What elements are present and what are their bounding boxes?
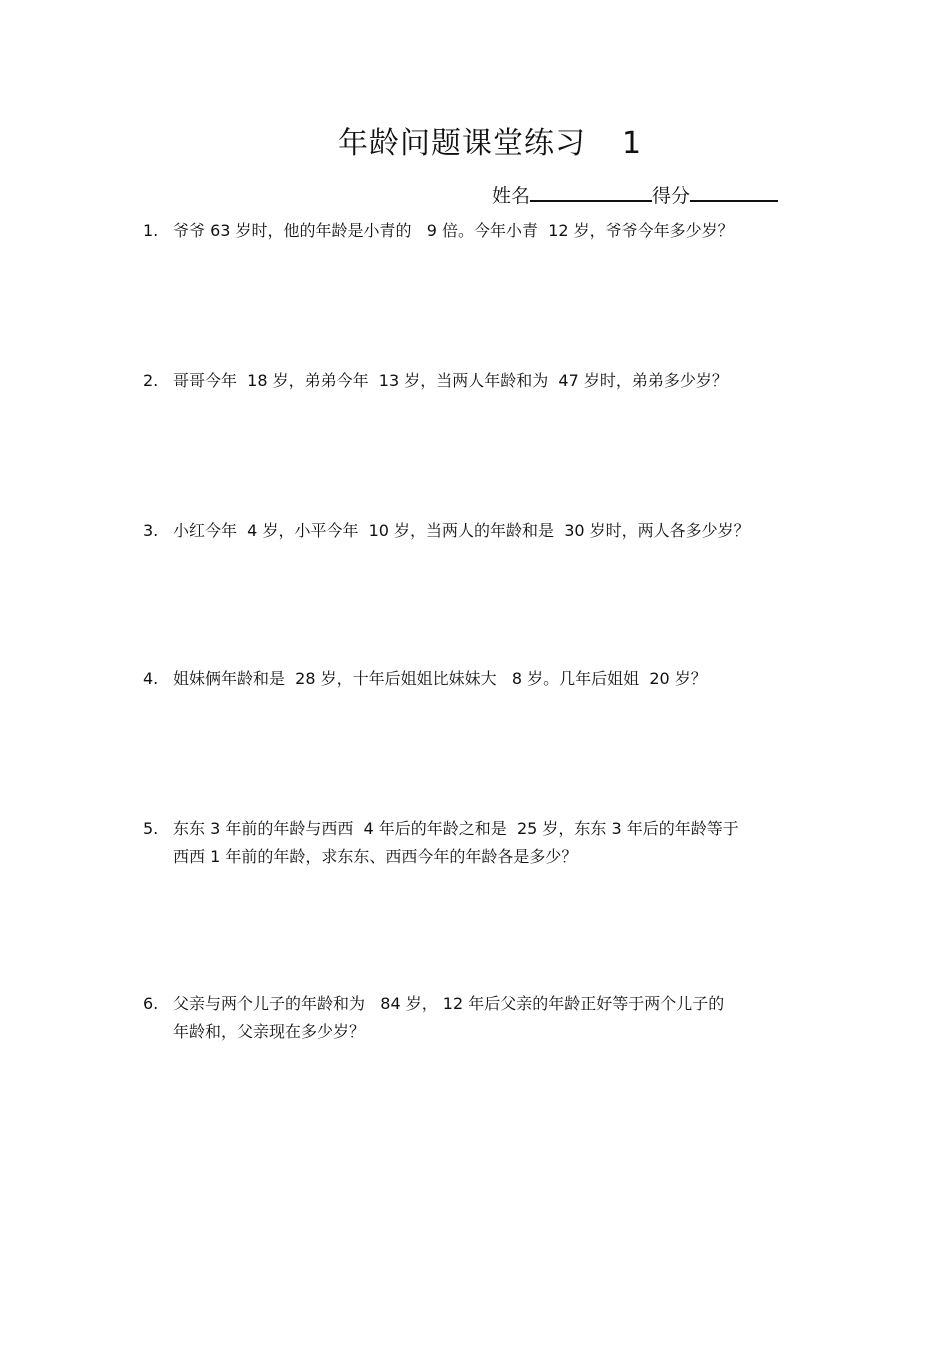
- student-info-line: [492, 180, 778, 210]
- question-text: 小红今年 4 岁，小平今年 10 岁，当两人的年龄和是 30 岁时，两人各多少岁？: [173, 521, 750, 540]
- question-text: 哥哥今年 18 岁，弟弟今年 13 岁，当两人年龄和为 47 岁时，弟弟多少岁？: [173, 371, 728, 390]
- question-number: 1.: [143, 221, 159, 240]
- question-number: 6.: [143, 994, 159, 1013]
- question-number: 4.: [143, 669, 159, 688]
- question-text: 姐妹俩年龄和是 28 岁，十年后姐姐比妹妹大 8 岁。几年后姐姐 20 岁？: [173, 669, 707, 688]
- question-number: 2.: [143, 371, 159, 390]
- question-4: [143, 665, 823, 693]
- score-label: 得分: [652, 185, 691, 207]
- score-blank-line: [690, 180, 778, 202]
- question-1: [143, 217, 823, 245]
- title-text: 年龄问题课堂练习: [337, 126, 586, 161]
- question-3: [143, 517, 823, 545]
- question-number: 5.: [143, 819, 159, 838]
- question-number: 3.: [143, 521, 159, 540]
- name-label: 姓名: [492, 185, 531, 207]
- question-text: 爷爷 63 岁时，他的年龄是小青的 9 倍。今年小青 12 岁，爷爷今年多少岁？: [173, 221, 734, 240]
- page-title: [0, 124, 950, 164]
- question-5: [143, 815, 823, 871]
- question-6: [143, 990, 823, 1046]
- question-text: 东东 3 年前的年龄与西西 4 年后的年龄之和是 25 岁，东东 3 年后的年龄等于 西西 1 年前的年龄，求东东、西西今年的年龄各是多少？: [173, 819, 739, 866]
- name-blank-line: [530, 180, 652, 202]
- question-2: [143, 367, 823, 395]
- question-text: 父亲与两个儿子的年龄和为 84 岁， 12 年后父亲的年龄正好等于两个儿子的 年龄和，父亲现在多少岁？: [173, 994, 725, 1041]
- title-number: 1: [621, 126, 643, 161]
